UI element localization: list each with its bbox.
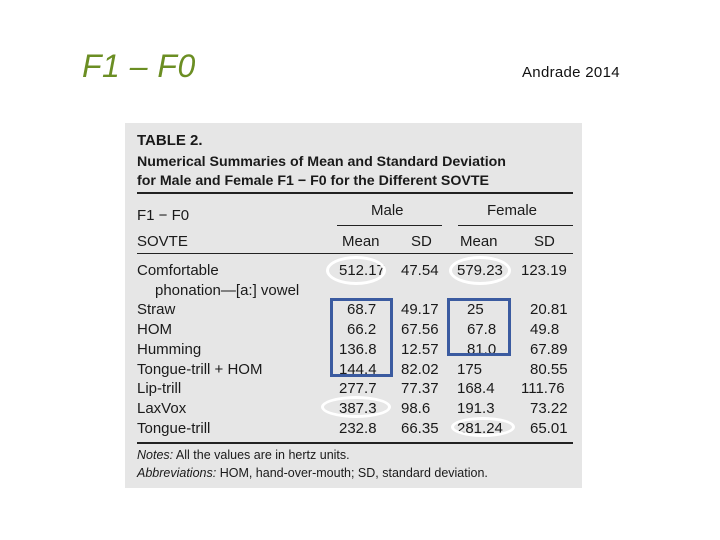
female-mean-cell: 25 [467, 301, 484, 318]
female-sd-header: SD [534, 233, 555, 250]
notes-text: All the values are in hertz units. [173, 448, 350, 462]
highlight-circle-laxvox-male [321, 396, 391, 418]
table-abbreviations [137, 466, 488, 480]
row-label: Straw [137, 301, 176, 318]
male-sd-cell: 77.37 [401, 380, 439, 397]
female-mean-cell: 81.0 [467, 341, 497, 358]
male-mean-header: Mean [342, 233, 380, 250]
row-label: Tongue-trill + HOM [137, 361, 263, 378]
male-group-header: Male [371, 202, 404, 219]
male-mean-cell: 387.3 [339, 400, 377, 417]
row-label: Tongue-trill [137, 420, 211, 437]
highlight-box-male-means [330, 298, 393, 377]
female-mean-cell: 191.3 [457, 400, 495, 417]
female-sd-cell: 80.55 [530, 361, 568, 378]
female-mean-cell: 579.23 [457, 262, 503, 279]
male-mean-cell: 66.2 [347, 321, 377, 338]
female-sd-cell: 65.01 [530, 420, 568, 437]
highlight-box-female-means [447, 298, 511, 356]
male-sd-cell: 66.35 [401, 420, 439, 437]
male-sd-header: SD [411, 233, 432, 250]
female-mean-cell: 281.24 [457, 420, 503, 437]
male-sd-cell: 67.56 [401, 321, 439, 338]
female-mean-header: Mean [460, 233, 498, 250]
male-mean-cell: 512.17 [339, 262, 385, 279]
row-label: Lip-trill [137, 380, 182, 397]
female-sd-cell: 20.81 [530, 301, 568, 318]
male-sd-cell: 82.02 [401, 361, 439, 378]
female-mean-cell: 168.4 [457, 380, 495, 397]
male-sd-cell: 98.6 [401, 400, 431, 417]
abbrev-label: Abbreviations: [137, 466, 217, 480]
male-sd-cell: 49.17 [401, 301, 439, 318]
top-rule [137, 192, 573, 194]
table-label: TABLE 2. [137, 132, 203, 149]
slide-title: F1 – F0 [82, 48, 196, 84]
female-sd-cell: 111.76 [521, 380, 565, 397]
row-label: HOM [137, 321, 172, 338]
row-label: LaxVox [137, 400, 187, 417]
male-mean-cell: 68.7 [347, 301, 377, 318]
male-mean-cell: 136.8 [339, 341, 377, 358]
caption-line-1: Numerical Summaries of Mean and Standard Deviation [137, 154, 506, 170]
male-mean-cell: 232.8 [339, 420, 377, 437]
female-sd-cell: 123.19 [521, 262, 567, 279]
female-group-rule [458, 225, 573, 226]
male-sd-cell: 12.57 [401, 341, 439, 358]
abbrev-text: HOM, hand-over-mouth; SD, standard deviation. [216, 466, 488, 480]
sovte-column-header: SOVTE [137, 233, 188, 250]
caption-line-2: for Male and Female F1 − F0 for the Different SOVTE [137, 173, 489, 189]
female-group-header: Female [487, 202, 538, 219]
variable-header: F1 − F0 [137, 207, 190, 224]
female-sd-cell: 67.89 [530, 341, 568, 358]
table-caption [137, 153, 577, 191]
male-mean-cell: 277.7 [339, 380, 377, 397]
female-mean-cell: 175 [457, 361, 483, 378]
table-figure [125, 123, 582, 488]
female-sd-cell: 49.8 [530, 321, 560, 338]
bottom-rule [137, 442, 573, 444]
citation: Andrade 2014 [522, 64, 620, 81]
male-sd-cell: 47.54 [401, 262, 439, 279]
highlight-circle-tongue-trill-female [451, 417, 515, 437]
row-label-cont: phonation—[a:] vowel [155, 282, 300, 299]
male-group-rule [337, 225, 442, 226]
header-rule [137, 253, 573, 254]
highlight-circle-comfortable-female [449, 256, 511, 285]
highlight-circle-comfortable-male [326, 256, 386, 285]
row-label: Comfortable [137, 262, 219, 279]
notes-label: Notes: [137, 448, 174, 462]
male-mean-cell: 144.4 [339, 361, 377, 378]
row-label: Humming [137, 341, 202, 358]
female-sd-cell: 73.22 [530, 400, 568, 417]
table-notes [137, 448, 350, 462]
female-mean-cell: 67.8 [467, 321, 497, 338]
